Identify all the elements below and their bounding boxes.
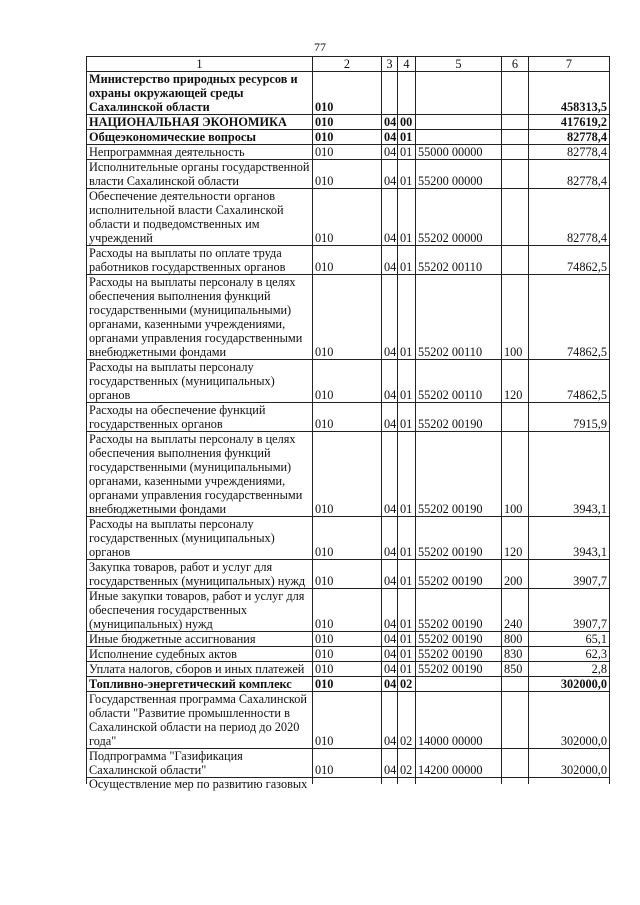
subsection-cell: 02 [398, 692, 416, 749]
amount-cell: 302000,0 [529, 749, 610, 778]
subsection-cell: 02 [398, 677, 416, 692]
expense-type-cell: 800 [502, 632, 529, 647]
column-header: 1 [87, 57, 313, 72]
table-row [87, 115, 610, 130]
target-article-cell: 55202 00000 [416, 189, 502, 246]
amount-cell: 3907,7 [529, 560, 610, 589]
amount-cell: 65,1 [529, 632, 610, 647]
expense-type-cell: 830 [502, 647, 529, 662]
admin-code-cell: 010 [313, 647, 382, 662]
column-header: 2 [313, 57, 382, 72]
subsection-cell: 01 [398, 160, 416, 189]
empty-cell [398, 778, 416, 785]
amount-cell: 7915,9 [529, 403, 610, 432]
table-row [87, 403, 610, 432]
subsection-cell: 00 [398, 115, 416, 130]
expense-type-cell [502, 145, 529, 160]
row-name-cell: Расходы на выплаты персоналу государственных (муниципальных) органов [87, 517, 313, 560]
row-name-cell: Расходы на выплаты персоналу в целях обеспечения выполнения функций государственными (муниципальными) органами, казенными учреждениями, органами управления государственными внебюджетными фондами [87, 275, 313, 360]
admin-code-cell: 010 [313, 749, 382, 778]
amount-cell: 417619,2 [529, 115, 610, 130]
expense-type-cell [502, 130, 529, 145]
admin-code-cell: 010 [313, 72, 382, 115]
expense-type-cell: 120 [502, 360, 529, 403]
expense-type-cell [502, 160, 529, 189]
row-name-cell: Расходы на выплаты персоналу в целях обеспечения выполнения функций государственными (муниципальными) органами, казенными учреждениями, органами управления государственными внебюджетными фондами [87, 432, 313, 517]
subsection-cell: 01 [398, 662, 416, 677]
target-article-cell: 55202 00110 [416, 275, 502, 360]
expense-type-cell [502, 189, 529, 246]
expense-type-cell [502, 72, 529, 115]
table-row [87, 246, 610, 275]
table-row [87, 749, 610, 778]
expense-type-cell [502, 749, 529, 778]
amount-cell: 458313,5 [529, 72, 610, 115]
target-article-cell: 55202 00190 [416, 432, 502, 517]
column-header: 3 [382, 57, 398, 72]
table-row [87, 275, 610, 360]
table-row [87, 189, 610, 246]
row-name-cell: Непрограммная деятельность [87, 145, 313, 160]
table-row [87, 145, 610, 160]
subsection-cell: 01 [398, 403, 416, 432]
target-article-cell: 55202 00190 [416, 662, 502, 677]
section-cell: 04 [382, 589, 398, 632]
row-name-cell: Государственная программа Сахалинской области "Развитие промышленности в Сахалинской области на период до 2020 года" [87, 692, 313, 749]
budget-table [86, 56, 610, 791]
admin-code-cell: 010 [313, 677, 382, 692]
amount-cell: 3943,1 [529, 432, 610, 517]
target-article-cell: 55202 00190 [416, 517, 502, 560]
target-article-cell: 55202 00190 [416, 560, 502, 589]
expense-type-cell: 120 [502, 517, 529, 560]
empty-cell [382, 778, 398, 785]
row-name-cell: Обеспечение деятельности органов исполнительной власти Сахалинской области и подведомственных им учреждений [87, 189, 313, 246]
row-name-cell: Иные закупки товаров, работ и услуг для обеспечения государственных (муниципальных) нужд [87, 589, 313, 632]
empty-cell [416, 778, 502, 785]
amount-cell: 2,8 [529, 662, 610, 677]
admin-code-cell: 010 [313, 560, 382, 589]
column-header: 7 [529, 57, 610, 72]
row-name-cell: Иные бюджетные ассигнования [87, 632, 313, 647]
target-article-cell [416, 72, 502, 115]
expense-type-cell: 850 [502, 662, 529, 677]
table-row [87, 589, 610, 632]
subsection-cell: 01 [398, 246, 416, 275]
subsection-cell: 01 [398, 560, 416, 589]
row-name-cell: Исполнение судебных актов [87, 647, 313, 662]
target-article-cell [416, 130, 502, 145]
amount-cell: 3943,1 [529, 517, 610, 560]
section-cell: 04 [382, 749, 398, 778]
target-article-cell: 55202 00190 [416, 403, 502, 432]
section-cell: 04 [382, 632, 398, 647]
empty-cell [529, 778, 610, 785]
section-cell: 04 [382, 432, 398, 517]
page-number: 77 [314, 40, 326, 54]
target-article-cell: 55202 00110 [416, 246, 502, 275]
subsection-cell: 01 [398, 360, 416, 403]
admin-code-cell: 010 [313, 662, 382, 677]
subsection-cell: 01 [398, 432, 416, 517]
subsection-cell: 01 [398, 647, 416, 662]
admin-code-cell: 010 [313, 275, 382, 360]
target-article-cell: 55202 00110 [416, 360, 502, 403]
target-article-cell [416, 115, 502, 130]
expense-type-cell [502, 692, 529, 749]
empty-cell [313, 778, 382, 785]
subsection-cell: 01 [398, 130, 416, 145]
section-cell: 04 [382, 145, 398, 160]
row-name-cell: Закупка товаров, работ и услуг для государственных (муниципальных) нужд [87, 560, 313, 589]
amount-cell: 3907,7 [529, 589, 610, 632]
section-cell: 04 [382, 677, 398, 692]
table-row [87, 677, 610, 692]
amount-cell: 82778,4 [529, 189, 610, 246]
target-article-cell: 14000 00000 [416, 692, 502, 749]
target-article-cell: 55202 00190 [416, 632, 502, 647]
section-cell: 04 [382, 517, 398, 560]
expense-type-cell [502, 677, 529, 692]
table-row [87, 432, 610, 517]
section-cell: 04 [382, 275, 398, 360]
expense-type-cell: 240 [502, 589, 529, 632]
column-header: 4 [398, 57, 416, 72]
section-cell: 04 [382, 189, 398, 246]
subsection-cell [398, 72, 416, 115]
admin-code-cell: 010 [313, 403, 382, 432]
column-header: 6 [502, 57, 529, 72]
row-name-cell: Исполнительные органы государственной власти Сахалинской области [87, 160, 313, 189]
subsection-cell: 01 [398, 189, 416, 246]
section-cell: 04 [382, 647, 398, 662]
amount-cell: 74862,5 [529, 246, 610, 275]
row-name-cell [87, 777, 313, 791]
table-body [87, 72, 610, 791]
table-row [87, 160, 610, 189]
expense-type-cell [502, 403, 529, 432]
table-row [87, 632, 610, 647]
admin-code-cell: 010 [313, 115, 382, 130]
cut-row-label: Осуществление мер по развитию газовых [89, 777, 308, 791]
section-cell: 04 [382, 360, 398, 403]
target-article-cell: 55202 00190 [416, 647, 502, 662]
amount-cell: 82778,4 [529, 130, 610, 145]
amount-cell: 82778,4 [529, 160, 610, 189]
admin-code-cell: 010 [313, 246, 382, 275]
table-row [87, 692, 610, 749]
table-row [87, 647, 610, 662]
section-cell: 04 [382, 115, 398, 130]
admin-code-cell: 010 [313, 632, 382, 647]
target-article-cell: 55200 00000 [416, 160, 502, 189]
target-article-cell: 55000 00000 [416, 145, 502, 160]
subsection-cell: 01 [398, 517, 416, 560]
row-name-cell: Расходы на обеспечение функций государственных органов [87, 403, 313, 432]
target-article-cell: 55202 00190 [416, 589, 502, 632]
section-cell: 04 [382, 692, 398, 749]
table-row [87, 560, 610, 589]
admin-code-cell: 010 [313, 517, 382, 560]
table-row-cut [87, 778, 610, 785]
amount-cell: 74862,5 [529, 275, 610, 360]
subsection-cell: 01 [398, 275, 416, 360]
amount-cell: 62,3 [529, 647, 610, 662]
target-article-cell [416, 677, 502, 692]
row-name-cell: Топливно-энергетический комплекс [87, 677, 313, 692]
section-cell: 04 [382, 662, 398, 677]
row-name-cell: Расходы на выплаты персоналу государственных (муниципальных) органов [87, 360, 313, 403]
table-row [87, 72, 610, 115]
admin-code-cell: 010 [313, 589, 382, 632]
subsection-cell: 02 [398, 749, 416, 778]
target-article-cell: 14200 00000 [416, 749, 502, 778]
amount-cell: 74862,5 [529, 360, 610, 403]
column-header: 5 [416, 57, 502, 72]
row-name-cell: Подпрограмма "Газификация Сахалинской области" [87, 749, 313, 778]
row-name-cell: Общеэкономические вопросы [87, 130, 313, 145]
table-row [87, 130, 610, 145]
table-row [87, 360, 610, 403]
section-cell: 04 [382, 160, 398, 189]
amount-cell: 302000,0 [529, 677, 610, 692]
row-name-cell: Расходы на выплаты по оплате труда работников государственных органов [87, 246, 313, 275]
row-name-cell: Уплата налогов, сборов и иных платежей [87, 662, 313, 677]
admin-code-cell: 010 [313, 160, 382, 189]
section-cell: 04 [382, 560, 398, 589]
amount-cell: 302000,0 [529, 692, 610, 749]
admin-code-cell: 010 [313, 130, 382, 145]
expense-type-cell: 100 [502, 432, 529, 517]
table-row [87, 517, 610, 560]
admin-code-cell: 010 [313, 189, 382, 246]
admin-code-cell: 010 [313, 692, 382, 749]
section-cell [382, 72, 398, 115]
subsection-cell: 01 [398, 632, 416, 647]
expense-type-cell [502, 115, 529, 130]
subsection-cell: 01 [398, 589, 416, 632]
expense-type-cell: 200 [502, 560, 529, 589]
expense-type-cell [502, 246, 529, 275]
row-name-cell: Министерство природных ресурсов и охраны окружающей среды Сахалинской области [87, 72, 313, 115]
amount-cell: 82778,4 [529, 145, 610, 160]
empty-cell [502, 778, 529, 785]
section-cell: 04 [382, 130, 398, 145]
table-row [87, 662, 610, 677]
section-cell: 04 [382, 246, 398, 275]
section-cell: 04 [382, 403, 398, 432]
admin-code-cell: 010 [313, 432, 382, 517]
admin-code-cell: 010 [313, 145, 382, 160]
header-row [87, 57, 610, 72]
row-name-cell: НАЦИОНАЛЬНАЯ ЭКОНОМИКА [87, 115, 313, 130]
admin-code-cell: 010 [313, 360, 382, 403]
expense-type-cell: 100 [502, 275, 529, 360]
subsection-cell: 01 [398, 145, 416, 160]
